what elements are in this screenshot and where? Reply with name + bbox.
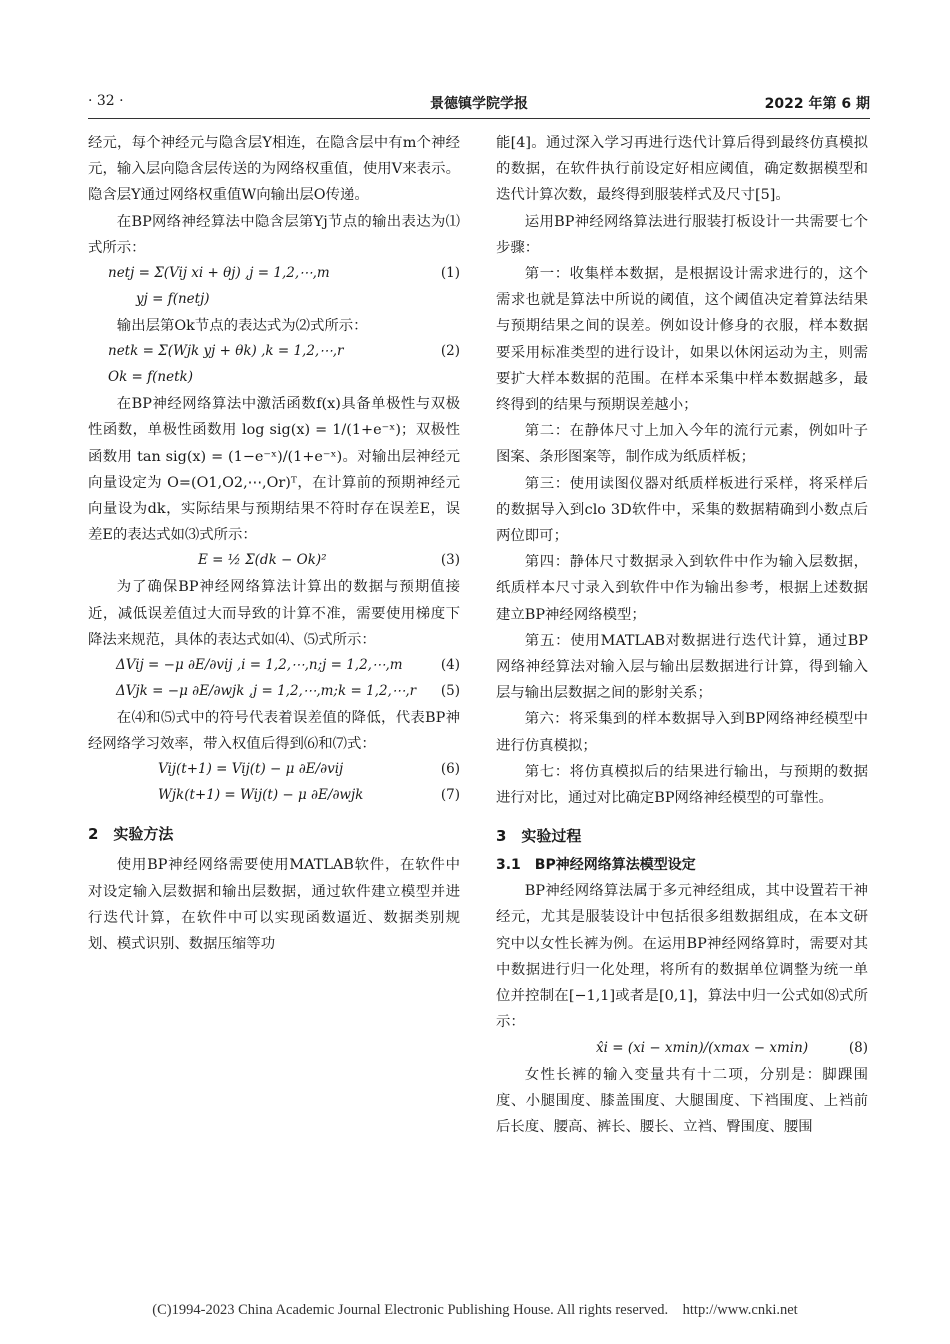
paragraph: BP神经网络算法属于多元神经组成，其中设置若干神经元，尤其是服装设计中包括很多组数据组成，在本文研究中以女性长裤为例。在运用BP神经网络算时，需要对其中数据进行归一化处理，将所有的数据单位调整为统一单位并控制在[−1,1]或者是[0,1]，算法中归一公式如⑻式所示： — [496, 883, 868, 1031]
step-item: 第一：收集样本数据，是根据设计需求进行的，这个需求也就是算法中所说的阈值，这个阈值决定着算法结果与预期结果之间的误差。例如设计修身的衣服，样本数据要采用标准类型的进行设计，如果以休闲运动为主，则需要扩大样本数据的范围。在样本采集中样本数据越多，最终得到的结果与预期误差越小； — [496, 266, 868, 414]
step-item: 第六：将采集到的样本数据导入到BP网络神经模型中进行仿真模拟； — [496, 711, 868, 754]
equation-1a: netj = Σ(Vij xi + θj) ,j = 1,2,⋯,m (1) — [108, 265, 460, 282]
paragraph: 在BP神经网络算法中激活函数f(x)具备单极性与双极性函数，单极性函数用 log sig(x) = 1/(1+e⁻ˣ)；双极性函数用 tan sig(x) = (1−e⁻ˣ)/(1+e⁻ˣ)。对输出层神经元向量设定为 O=(O1,O2,⋯,Or)ᵀ，在计算前的预期神经元向量设为dk，实际结果与预期结果不符时存在误差E，误差E的表达式如⑶式所示： — [88, 396, 460, 544]
subsection-heading: 3.1 BP神经网络算法模型设定 — [496, 857, 696, 874]
equation-number: (2) — [440, 343, 460, 360]
step-item: 第三：使用读图仪器对纸质样板进行采样，将采样后的数据导入到clo 3D软件中，采集的数据精确到小数点后两位即可； — [496, 475, 868, 545]
step-item: 第七：将仿真模拟后的结果进行输出，与预期的数据进行对比，通过对比确定BP网络神经模型的可靠性。 — [496, 763, 868, 807]
equation-4: ΔVij = −μ ∂E/∂vij ,i = 1,2,⋯,n;j = 1,2,⋯,m (4) — [116, 657, 460, 674]
paragraph: 经元，每个神经元与隐含层Y相连，在隐含层中有m个神经元，输入层向隐含层传送的为网络权重值，使用V来表示。隐含层Y通过网络权重值W向输出层O传递。 — [88, 135, 460, 204]
running-header — [88, 93, 870, 115]
issue-label: 2022 年第 6 期 — [764, 96, 870, 112]
equation-number: (4) — [440, 657, 460, 674]
paragraph: 在⑷和⑸式中的符号代表着误差值的降低，代表BP神经网络学习效率，带入权值后得到⑹和⑺式： — [88, 710, 460, 753]
equation-7: Wjk(t+1) = Wij(t) − μ ∂E/∂wjk (7) — [158, 787, 460, 804]
paragraph: 能[4]。通过深入学习再进行迭代计算后得到最终仿真模拟的数据，在软件执行前设定好相应阈值，确定数据模型和迭代计算次数，最终得到服装样式及尺寸[5]。 — [496, 135, 868, 204]
equation-number: (5) — [440, 683, 460, 700]
step-item: 第四：静体尺寸数据录入到软件中作为输入层数据，纸质样本尺寸录入到软件中作为输出参考，根据上述数据建立BP神经网络模型； — [496, 554, 868, 623]
equation-1b: yj = f(netj) — [136, 291, 210, 308]
step-item: 第二：在静体尺寸上加入今年的流行元素，例如叶子图案、条形图案等，制作成为纸质样板； — [496, 423, 868, 466]
section-heading: 2 实验方法 — [88, 825, 174, 844]
paragraph: 使用BP神经网络需要使用MATLAB软件，在软件中对设定输入层数据和输出层数据，通过软件建立模型并进行迭代计算，在软件中可以实现函数逼近、数据类别规划、模式识别、数据压缩等功 — [88, 857, 460, 953]
paragraph: 女性长裤的输入变量共有十二项，分别是：脚踝围度、小腿围度、膝盖围度、大腿围度、下裆围度、上裆前后长度、腰高、裤长、腰长、立裆、臀围度、腰围 — [496, 1066, 868, 1135]
paragraph: 在BP网络神经算法中隐含层第Yj节点的输出表达为⑴式所示： — [88, 213, 460, 256]
equation-2a: netk = Σ(Wjk yj + θk) ,k = 1,2,⋯,r (2) — [108, 343, 460, 360]
equation-number: (8) — [848, 1039, 868, 1056]
equation-5: ΔVjk = −μ ∂E/∂wjk ,j = 1,2,⋯,m;k = 1,2,⋯,r (5) — [116, 683, 460, 700]
equation-number: (3) — [440, 552, 460, 569]
equation-number: (7) — [440, 787, 460, 804]
left-column — [88, 130, 460, 957]
equation-number: (6) — [440, 761, 460, 778]
equation-6: Vij(t+1) = Vij(t) − μ ∂E/∂vij (6) — [158, 761, 460, 778]
section-heading: 3 实验过程 — [496, 827, 582, 846]
page-number: · 32 · — [88, 93, 124, 109]
equation-3: E = ½ Σ(dk − Ok)² (3) — [198, 552, 460, 569]
paragraph: 运用BP神经网络算法进行服装打板设计一共需要七个步骤： — [496, 213, 868, 256]
copyright-footer: (C)1994-2023 China Academic Journal Electronic Publishing House. All rights reserved. http://www.cnki.net — [152, 1302, 798, 1318]
paragraph: 为了确保BP神经网络算法计算出的数据与预期值接近，减低误差值过大而导致的计算不准，需要使用梯度下降法来规范，具体的表达式如⑷、⑸式所示： — [88, 579, 460, 648]
equation-2b: Ok = f(netk) — [108, 369, 193, 386]
equation-number: (1) — [440, 265, 460, 282]
step-item: 第五：使用MATLAB对数据进行迭代计算，通过BP网络神经算法对输入层与输出层数据进行计算，得到输入层与输出层数据之间的影射关系； — [496, 632, 868, 702]
header-rule — [88, 118, 870, 119]
paragraph: 输出层第Ok节点的表达式为⑵式所示： — [116, 318, 368, 335]
right-column — [496, 130, 868, 1140]
equation-8: x̂i = (xi − xmin)/(xmax − xmin) (8) — [596, 1039, 868, 1056]
journal-name: 景德镇学院学报 — [430, 96, 528, 112]
